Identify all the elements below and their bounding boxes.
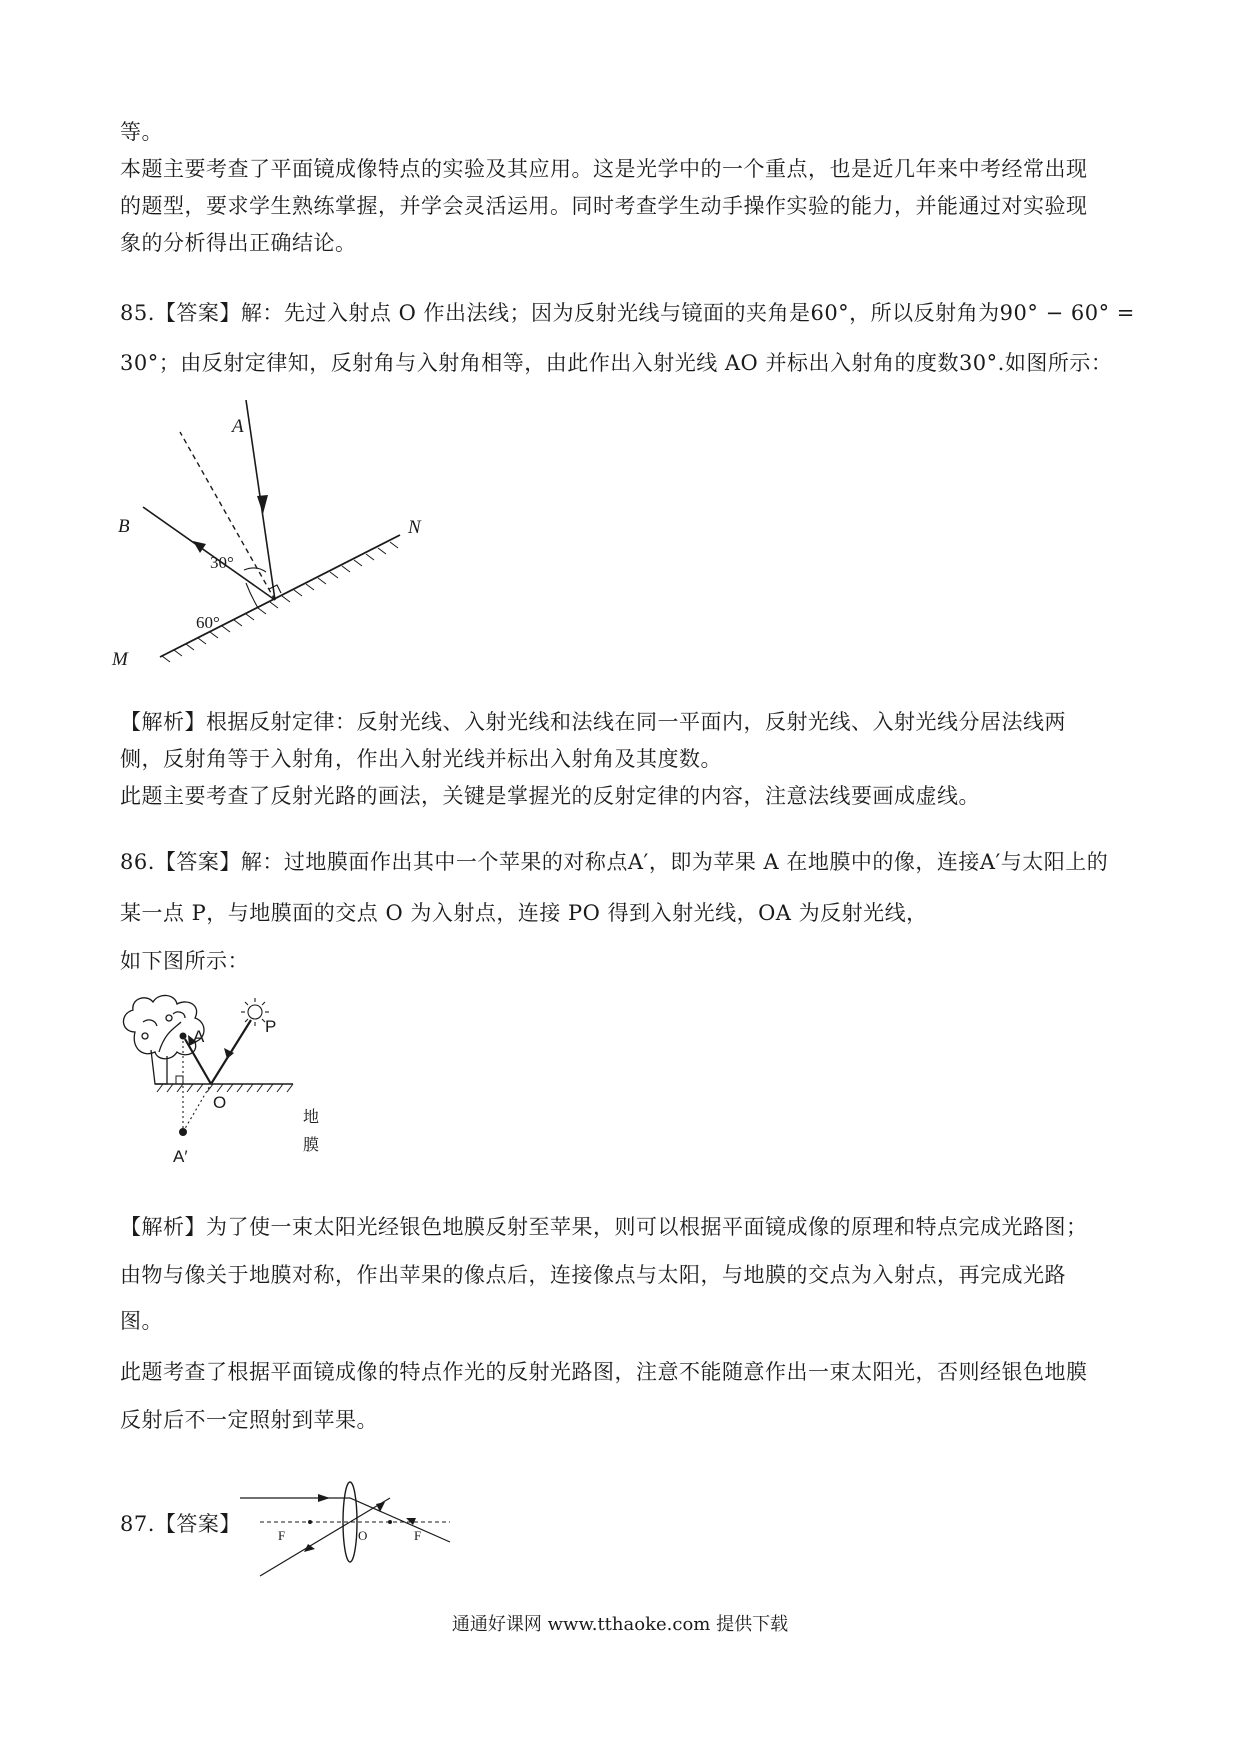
q86-analysis-line: 此题考查了根据平面镜成像的特点作光的反射光路图，注意不能随意作出一束太阳光，否则经银色地膜 xyxy=(120,1360,1088,1384)
page-footer: 通通好课网 www.tthaoke.com 提供下载 xyxy=(451,1614,789,1635)
label-angle-60: 60° xyxy=(196,613,220,632)
q86-answer-line: 86.【答案】解：过地膜面作出其中一个苹果的对称点A′，即为苹果 A 在地膜中的像，连接A′与太阳上的 xyxy=(120,850,1109,874)
label-mo: 膜 xyxy=(303,1137,320,1154)
q86-answer-line: 某一点 P，与地膜面的交点 O 为入射点，连接 PO 得到入射光线，OA 为反射光线， xyxy=(120,901,928,925)
q86-analysis-line: 反射后不一定照射到苹果。 xyxy=(120,1408,378,1432)
label-b: B xyxy=(118,516,130,537)
normal-line xyxy=(180,432,275,600)
q85-analysis-line: 侧，反射角等于入射角，作出入射光线并标出入射角及其度数。 xyxy=(120,747,722,771)
q85-analysis-line: 【解析】根据反射定律：反射光线、入射光线和法线在同一平面内，反射光线、入射光线分居法线两 xyxy=(120,710,1066,734)
right-angle-mark xyxy=(176,1076,183,1084)
q85-answer-line: 30°；由反射定律知，反射角与入射角相等，由此作出入射光线 AO 并标出入射角的度数30°.如图所示： xyxy=(120,351,1113,375)
angle-arc-30 xyxy=(244,568,266,572)
label-a-prime: A′ xyxy=(173,1147,188,1166)
label-p: P xyxy=(265,1017,277,1036)
ground-hatching xyxy=(157,1084,293,1092)
text-line: 象的分析得出正确结论。 xyxy=(120,231,357,255)
text-line: 等。 xyxy=(120,120,163,144)
q85-analysis-line: 此题主要考查了反射光路的画法，关键是掌握光的反射定律的内容，注意法线要画成虚线。 xyxy=(120,784,980,808)
ray-through-focus xyxy=(260,1522,350,1576)
label-a: A xyxy=(193,1027,205,1046)
label-m: M xyxy=(112,649,128,665)
label-o: O xyxy=(213,1093,227,1112)
label-angle-30: 30° xyxy=(210,553,234,572)
q86-apple-diagram xyxy=(115,992,335,1172)
q85-reflection-diagram xyxy=(110,400,440,665)
text-line: 的题型，要求学生熟练掌握，并学会灵活运用。同时考查学生动手操作实验的能力，并能通过对实验现 xyxy=(120,194,1088,218)
q86-analysis-line: 【解析】为了使一束太阳光经银色地膜反射至苹果，则可以根据平面镜成像的原理和特点完成光路图； xyxy=(120,1215,1088,1239)
focus-point-right xyxy=(388,1520,392,1524)
focus-point-left xyxy=(308,1520,312,1524)
incident-arrowhead xyxy=(257,495,268,514)
label-f-left: F xyxy=(278,1528,286,1543)
reflected-ray xyxy=(143,507,275,600)
q87-answer-label: 87.【答案】 xyxy=(120,1512,241,1536)
mirror-line xyxy=(160,535,400,657)
q87-lens-diagram xyxy=(240,1478,470,1580)
q86-analysis-line: 图。 xyxy=(120,1309,163,1333)
label-n: N xyxy=(408,517,421,538)
arrowhead xyxy=(318,1494,330,1502)
text-line: 本题主要考查了平面镜成像特点的实验及其应用。这是光学中的一个重点，也是近几年来中考经常出现 xyxy=(120,157,1088,181)
label-o: O xyxy=(358,1528,368,1543)
label-a: A xyxy=(232,416,244,437)
label-di: 地 xyxy=(303,1109,320,1126)
label-f-right: F xyxy=(414,1528,422,1543)
q85-answer-line: 85.【答案】解：先过入射点 O 作出法线；因为反射光线与镜面的夹角是60°，所以反射角为90° − 60° = xyxy=(120,301,1135,325)
reflected-arrowhead xyxy=(193,541,206,553)
q86-answer-line: 如下图所示： xyxy=(120,949,249,973)
q86-analysis-line: 由物与像关于地膜对称，作出苹果的像点后，连接像点与太阳，与地膜的交点为入射点，再完成光路 xyxy=(120,1263,1066,1287)
mirror-hatching xyxy=(162,542,398,662)
